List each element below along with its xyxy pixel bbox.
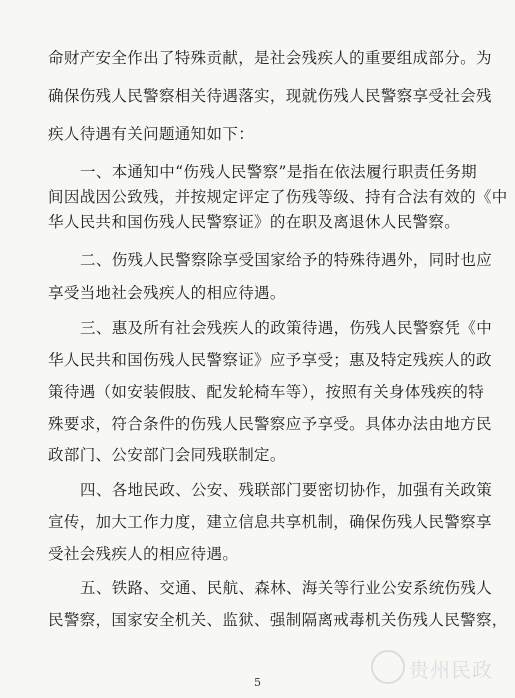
page-number: 5 [254, 676, 261, 689]
text-line: 华人民共和国伤残人民警察证》应予享受；惠及特定残疾人的政 [48, 351, 492, 369]
text-line: 华人民共和国伤残人民警察证》的在职及离退休人民警察。 [48, 213, 461, 231]
text-line: 宣传，加大工作力度，建立信息共享机制，确保伤残人民警察享 [48, 513, 492, 531]
text-line: 四、各地民政、公安、残联部门要密切协作，加强有关政策 [80, 481, 493, 499]
watermark-logo [371, 648, 501, 684]
text-line: 政部门、公安部门会同残联制定。 [48, 446, 286, 464]
text-line: 间因战因公致残，并按规定评定了伤残等级、持有合法有效的《中 [48, 188, 508, 206]
text-line: 确保伤残人民警察相关待遇落实，现就伤残人民警察享受社会残 [48, 87, 492, 105]
text-line: 三、惠及所有社会残疾人的政策待遇，伤残人民警察凭《中 [80, 319, 493, 337]
text-line: 一、本通知中“伤残人民警察”是指在依法履行职责任务期 [80, 163, 477, 181]
text-line: 命财产安全作出了特殊贡献，是社会残疾人的重要组成部分。为 [48, 49, 492, 67]
text-line: 民警察，国家安全机关、监狱、强制隔离戒毒机关伤残人民警察， [48, 611, 508, 629]
text-line: 策待遇（如安装假肢、配发轮椅车等），按照有关身体残疾的特 [48, 383, 485, 401]
text-line: 五、铁路、交通、民航、森林、海关等行业公安系统伤残人 [80, 579, 493, 597]
logo-circle-icon [371, 650, 405, 684]
watermark-text: 贵州民政 [409, 658, 493, 682]
text-line: 二、伤残人民警察除享受国家给予的特殊待遇外，同时也应 [80, 251, 493, 269]
text-line: 疾人待遇有关问题通知如下： [48, 125, 255, 143]
text-line: 享受当地社会残疾人的相应待遇。 [48, 284, 286, 302]
text-line: 受社会残疾人的相应待遇。 [48, 545, 239, 563]
text-line: 殊要求，符合条件的伤残人民警察应予享受。具体办法由地方民 [48, 415, 492, 433]
